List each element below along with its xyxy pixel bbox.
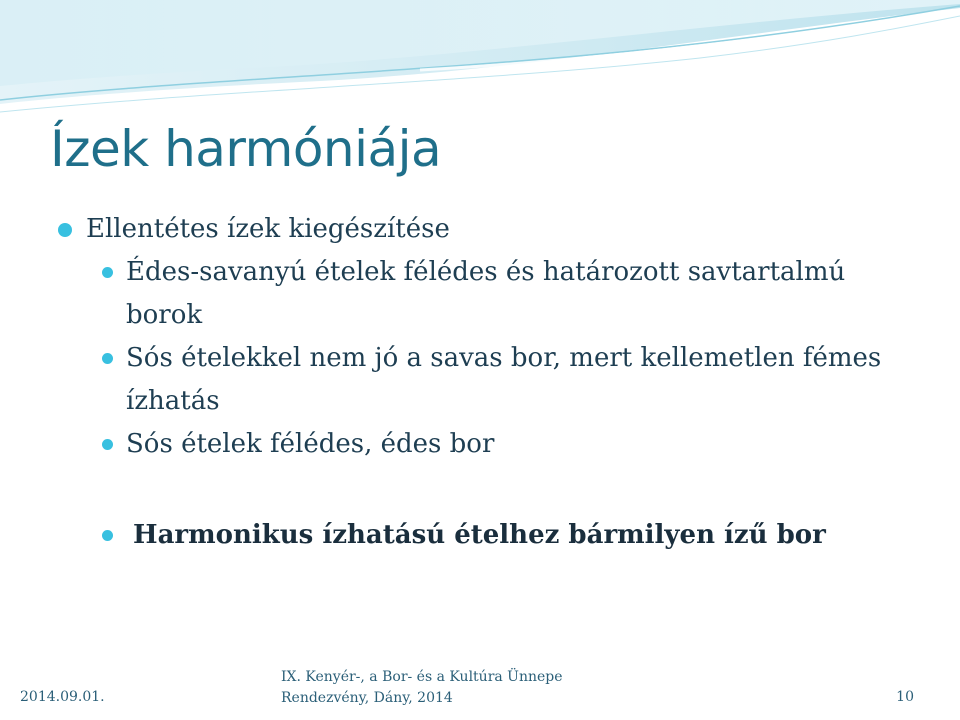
bullet-dot-icon [102,353,113,364]
bullet-item [102,337,932,423]
footer-event-line2: Rendezvény, Dány, 2014 [281,690,453,706]
header-wave-decoration [0,0,960,120]
bullet-dot-icon [58,223,72,237]
bullet-item [58,208,450,251]
bullet-text: Harmonikus ízhatású ételhez bármilyen ízű bor [133,520,826,550]
bullet-text: Sós ételekkel nem jó a savas bor, mert kellemetlen fémes ízhatás [126,343,882,416]
footer-date: 2014.09.01. [20,689,105,705]
footer-event-line1: IX. Kenyér-, a Bor- és a Kultúra Ünnepe [281,669,563,685]
bullet-text: Sós ételek félédes, édes bor [126,429,495,459]
bullet-dot-icon [102,530,113,541]
slide-number: 10 [896,689,914,705]
bullet-text: Édes-savanyú ételek félédes és határozott savtartalmú borok [126,257,846,330]
bullet-item [102,514,826,557]
slide-title: Ízek harmóniája [50,120,442,178]
bullet-dot-icon [102,267,113,278]
bullet-item [102,251,902,337]
bullet-dot-icon [102,439,113,450]
footer-event [281,667,563,709]
bullet-text: Ellentétes ízek kiegészítése [86,214,450,244]
bullet-item [102,423,494,466]
